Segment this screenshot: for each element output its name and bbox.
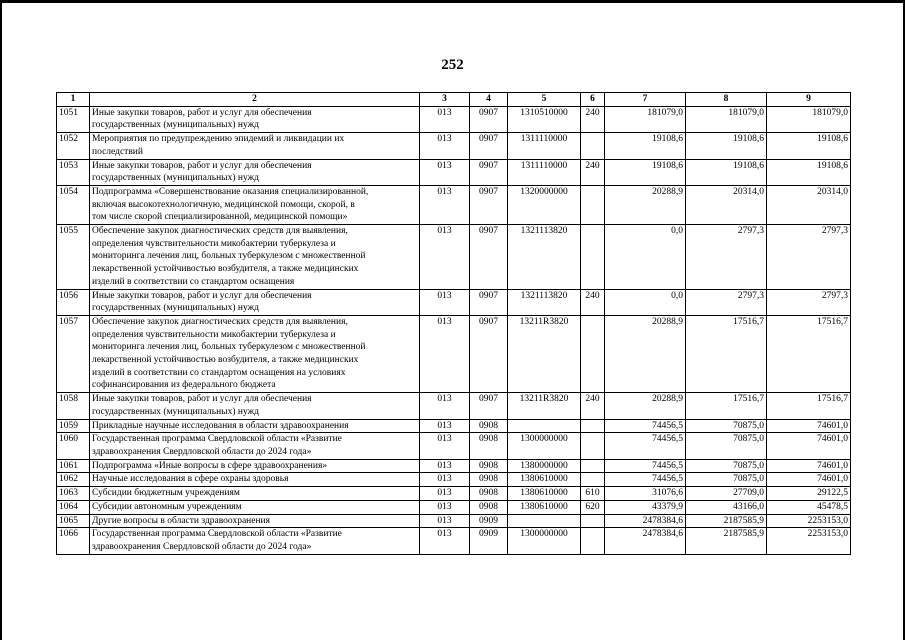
amount-col-9: 74601,0	[767, 419, 851, 433]
admin-code: 013	[420, 433, 470, 459]
row-name-line: определения чувствительности микобактерии туберкулеза и	[92, 238, 336, 249]
row-name-line: лекарственной устойчивостью возбудителя, а также медицинских	[92, 355, 359, 366]
section-code: 0909	[470, 528, 508, 554]
target-article-code: 1311110000	[508, 159, 581, 185]
amount-col-9: 29122,5	[767, 487, 851, 501]
expense-type-code	[581, 528, 605, 554]
section-code: 0908	[470, 487, 508, 501]
amount-col-9: 17516,7	[767, 315, 851, 392]
row-name	[90, 393, 420, 419]
row-number: 1052	[57, 133, 90, 159]
amount-col-9: 2797,3	[767, 225, 851, 290]
row-name-line: Подпрограмма «Иные вопросы в сфере здравоохранения»	[92, 460, 328, 471]
table-row	[57, 419, 851, 433]
amount-col-9: 45478,5	[767, 500, 851, 514]
expense-type-code	[581, 133, 605, 159]
target-article-code: 1311110000	[508, 133, 581, 159]
expense-type-code	[581, 514, 605, 528]
row-name-line: лекарственной устойчивостью возбудителя, а также медицинских	[92, 264, 359, 275]
target-article-code: 1380610000	[508, 487, 581, 501]
admin-code: 013	[420, 106, 470, 132]
admin-code: 013	[420, 289, 470, 315]
amount-col-8: 70875,0	[686, 419, 767, 433]
row-name-line: Прикладные научные исследования в области здравоохранения	[92, 420, 349, 431]
row-name	[90, 289, 420, 315]
amount-col-8: 2187585,9	[686, 528, 767, 554]
row-name-line: софинансирования из федерального бюджета	[92, 380, 276, 391]
row-name	[90, 419, 420, 433]
amount-col-9: 74601,0	[767, 433, 851, 459]
expense-type-code: 240	[581, 289, 605, 315]
row-number: 1066	[57, 528, 90, 554]
admin-code: 013	[420, 528, 470, 554]
row-number: 1063	[57, 487, 90, 501]
section-code: 0907	[470, 159, 508, 185]
row-number: 1060	[57, 433, 90, 459]
section-code: 0907	[470, 393, 508, 419]
table-row	[57, 106, 851, 132]
header-col-1: 1	[57, 93, 90, 107]
amount-col-8: 2797,3	[686, 289, 767, 315]
amount-col-7: 74456,5	[605, 459, 686, 473]
row-name	[90, 225, 420, 290]
row-number: 1055	[57, 225, 90, 290]
row-name-line: Научные исследования в сфере охраны здоровья	[92, 474, 289, 485]
target-article-code: 1380610000	[508, 500, 581, 514]
row-number: 1051	[57, 106, 90, 132]
row-number: 1064	[57, 500, 90, 514]
table-row	[57, 289, 851, 315]
amount-col-7: 20288,9	[605, 393, 686, 419]
amount-col-8: 17516,7	[686, 315, 767, 392]
target-article-code: 1320000000	[508, 185, 581, 224]
header-col-7: 7	[605, 93, 686, 107]
section-code: 0907	[470, 289, 508, 315]
amount-col-7: 19108,6	[605, 159, 686, 185]
admin-code: 013	[420, 459, 470, 473]
amount-col-8: 70875,0	[686, 433, 767, 459]
row-name-line: определения чувствительности микобактерии туберкулеза и	[92, 329, 336, 340]
row-name-line: государственных (муниципальных) нужд	[92, 406, 259, 417]
row-name	[90, 514, 420, 528]
target-article-code: 1300000000	[508, 528, 581, 554]
amount-col-7: 19108,6	[605, 133, 686, 159]
expense-type-code: 240	[581, 159, 605, 185]
header-col-9: 9	[767, 93, 851, 107]
amount-col-8: 19108,6	[686, 133, 767, 159]
expense-type-code	[581, 315, 605, 392]
section-code: 0908	[470, 433, 508, 459]
section-code: 0909	[470, 514, 508, 528]
row-name	[90, 459, 420, 473]
amount-col-8: 43166,0	[686, 500, 767, 514]
row-name-line: государственных (муниципальных) нужд	[92, 120, 259, 131]
row-name-line: Субсидии бюджетным учреждениям	[92, 488, 240, 499]
row-name-line: здравоохранения Свердловской области до 2024 года»	[92, 541, 312, 552]
amount-col-9: 20314,0	[767, 185, 851, 224]
row-name-line: Мероприятия по предупреждению эпидемий и ликвидации их	[92, 134, 345, 145]
amount-col-9: 17516,7	[767, 393, 851, 419]
row-name	[90, 159, 420, 185]
header-col-6: 6	[581, 93, 605, 107]
admin-code: 013	[420, 225, 470, 290]
expense-type-code	[581, 433, 605, 459]
amount-col-8: 20314,0	[686, 185, 767, 224]
amount-col-9: 181079,0	[767, 106, 851, 132]
amount-col-8: 27709,0	[686, 487, 767, 501]
header-col-2: 2	[90, 93, 420, 107]
admin-code: 013	[420, 159, 470, 185]
row-number: 1062	[57, 473, 90, 487]
amount-col-7: 2478384,6	[605, 528, 686, 554]
amount-col-8: 2187585,9	[686, 514, 767, 528]
target-article-code: 1300000000	[508, 433, 581, 459]
amount-col-9: 74601,0	[767, 459, 851, 473]
row-name-line: Иные закупки товаров, работ и услуг для обеспечения	[92, 160, 312, 171]
row-number: 1054	[57, 185, 90, 224]
amount-col-8: 181079,0	[686, 106, 767, 132]
table-row	[57, 459, 851, 473]
row-name-line: Иные закупки товаров, работ и услуг для обеспечения	[92, 394, 312, 405]
admin-code: 013	[420, 500, 470, 514]
section-code: 0908	[470, 473, 508, 487]
table-row	[57, 500, 851, 514]
expense-type-code	[581, 473, 605, 487]
row-name-line: изделий в соответствии со стандартом оснащения	[92, 276, 295, 287]
admin-code: 013	[420, 473, 470, 487]
amount-col-8: 70875,0	[686, 473, 767, 487]
amount-col-7: 0,0	[605, 225, 686, 290]
target-article-code: 1380000000	[508, 459, 581, 473]
expense-type-code: 610	[581, 487, 605, 501]
row-name-line: Другие вопросы в области здравоохранения	[92, 515, 271, 526]
row-name-line: изделий в соответствии со стандартом оснащения на условиях	[92, 367, 346, 378]
amount-col-7: 2478384,6	[605, 514, 686, 528]
target-article-code	[508, 419, 581, 433]
amount-col-7: 74456,5	[605, 419, 686, 433]
amount-col-7: 0,0	[605, 289, 686, 315]
row-name-line: Субсидии автономным учреждениям	[92, 501, 242, 512]
budget-table	[56, 92, 851, 555]
table-row	[57, 433, 851, 459]
row-name	[90, 473, 420, 487]
row-number: 1056	[57, 289, 90, 315]
admin-code: 013	[420, 393, 470, 419]
admin-code: 013	[420, 514, 470, 528]
row-name-line: последствий	[92, 146, 143, 157]
table-row	[57, 393, 851, 419]
row-name-line: том числе скорой специализированной, медицинской помощи»	[92, 212, 348, 223]
row-name-line: мониторинга лечения лиц, больных туберкулезом с множественной	[92, 342, 366, 353]
section-code: 0908	[470, 459, 508, 473]
amount-col-8: 17516,7	[686, 393, 767, 419]
row-name-line: Подпрограмма «Совершенствование оказания специализированной,	[92, 186, 369, 197]
amount-col-8: 70875,0	[686, 459, 767, 473]
page-frame-top	[0, 0, 905, 3]
amount-col-7: 74456,5	[605, 473, 686, 487]
amount-col-8: 2797,3	[686, 225, 767, 290]
admin-code: 013	[420, 487, 470, 501]
admin-code: 013	[420, 315, 470, 392]
row-name	[90, 315, 420, 392]
amount-col-9: 2797,3	[767, 289, 851, 315]
admin-code: 013	[420, 133, 470, 159]
row-name-line: Обеспечение закупок диагностических средств для выявления,	[92, 316, 348, 327]
row-name	[90, 433, 420, 459]
row-name-line: мониторинга лечения лиц, больных туберкулезом с множественной	[92, 251, 366, 262]
expense-type-code: 620	[581, 500, 605, 514]
row-name-line: государственных (муниципальных) нужд	[92, 173, 259, 184]
table-header-row	[57, 93, 851, 107]
section-code: 0907	[470, 185, 508, 224]
table-row	[57, 133, 851, 159]
amount-col-7: 43379,9	[605, 500, 686, 514]
amount-col-7: 74456,5	[605, 433, 686, 459]
amount-col-8: 19108,6	[686, 159, 767, 185]
target-article-code: 13211R3820	[508, 315, 581, 392]
amount-col-9: 2253153,0	[767, 528, 851, 554]
expense-type-code: 240	[581, 106, 605, 132]
row-name	[90, 106, 420, 132]
target-article-code: 1321113820	[508, 289, 581, 315]
page-number: 252	[441, 57, 464, 73]
row-name-line: включая высокотехнологичную, медицинской помощи, скорой, в	[92, 199, 355, 210]
row-number: 1059	[57, 419, 90, 433]
row-number: 1053	[57, 159, 90, 185]
section-code: 0907	[470, 225, 508, 290]
row-name-line: Государственная программа Свердловской области «Развитие	[92, 434, 342, 445]
admin-code: 013	[420, 419, 470, 433]
page-frame-left	[0, 0, 2, 640]
target-article-code: 13211R3820	[508, 393, 581, 419]
table-row	[57, 185, 851, 224]
header-col-4: 4	[470, 93, 508, 107]
expense-type-code: 240	[581, 393, 605, 419]
amount-col-7: 20288,9	[605, 185, 686, 224]
row-name	[90, 487, 420, 501]
row-number: 1065	[57, 514, 90, 528]
header-col-3: 3	[420, 93, 470, 107]
expense-type-code	[581, 459, 605, 473]
amount-col-9: 19108,6	[767, 133, 851, 159]
row-name-line: Государственная программа Свердловской области «Развитие	[92, 529, 342, 540]
row-name-line: здравоохранения Свердловской области до 2024 года»	[92, 446, 312, 457]
amount-col-9: 74601,0	[767, 473, 851, 487]
amount-col-9: 19108,6	[767, 159, 851, 185]
target-article-code: 1321113820	[508, 225, 581, 290]
expense-type-code	[581, 225, 605, 290]
row-name-line: Иные закупки товаров, работ и услуг для обеспечения	[92, 107, 312, 118]
table-body	[57, 106, 851, 554]
table-row	[57, 514, 851, 528]
section-code: 0907	[470, 315, 508, 392]
section-code: 0907	[470, 133, 508, 159]
expense-type-code	[581, 419, 605, 433]
header-col-8: 8	[686, 93, 767, 107]
table-row	[57, 315, 851, 392]
row-name-line: Обеспечение закупок диагностических средств для выявления,	[92, 226, 348, 237]
target-article-code: 1310510000	[508, 106, 581, 132]
admin-code: 013	[420, 185, 470, 224]
row-number: 1061	[57, 459, 90, 473]
row-name	[90, 133, 420, 159]
section-code: 0907	[470, 106, 508, 132]
row-name-line: Иные закупки товаров, работ и услуг для обеспечения	[92, 290, 312, 301]
header-col-5: 5	[508, 93, 581, 107]
table-row	[57, 473, 851, 487]
row-name	[90, 185, 420, 224]
row-number: 1058	[57, 393, 90, 419]
row-name-line: государственных (муниципальных) нужд	[92, 303, 259, 314]
target-article-code	[508, 514, 581, 528]
table-row	[57, 159, 851, 185]
table-row	[57, 225, 851, 290]
row-name	[90, 500, 420, 514]
table-row	[57, 528, 851, 554]
row-number: 1057	[57, 315, 90, 392]
amount-col-7: 31076,6	[605, 487, 686, 501]
section-code: 0908	[470, 419, 508, 433]
target-article-code: 1380610000	[508, 473, 581, 487]
section-code: 0908	[470, 500, 508, 514]
table-row	[57, 487, 851, 501]
amount-col-9: 2253153,0	[767, 514, 851, 528]
amount-col-7: 20288,9	[605, 315, 686, 392]
row-name	[90, 528, 420, 554]
expense-type-code	[581, 185, 605, 224]
amount-col-7: 181079,0	[605, 106, 686, 132]
